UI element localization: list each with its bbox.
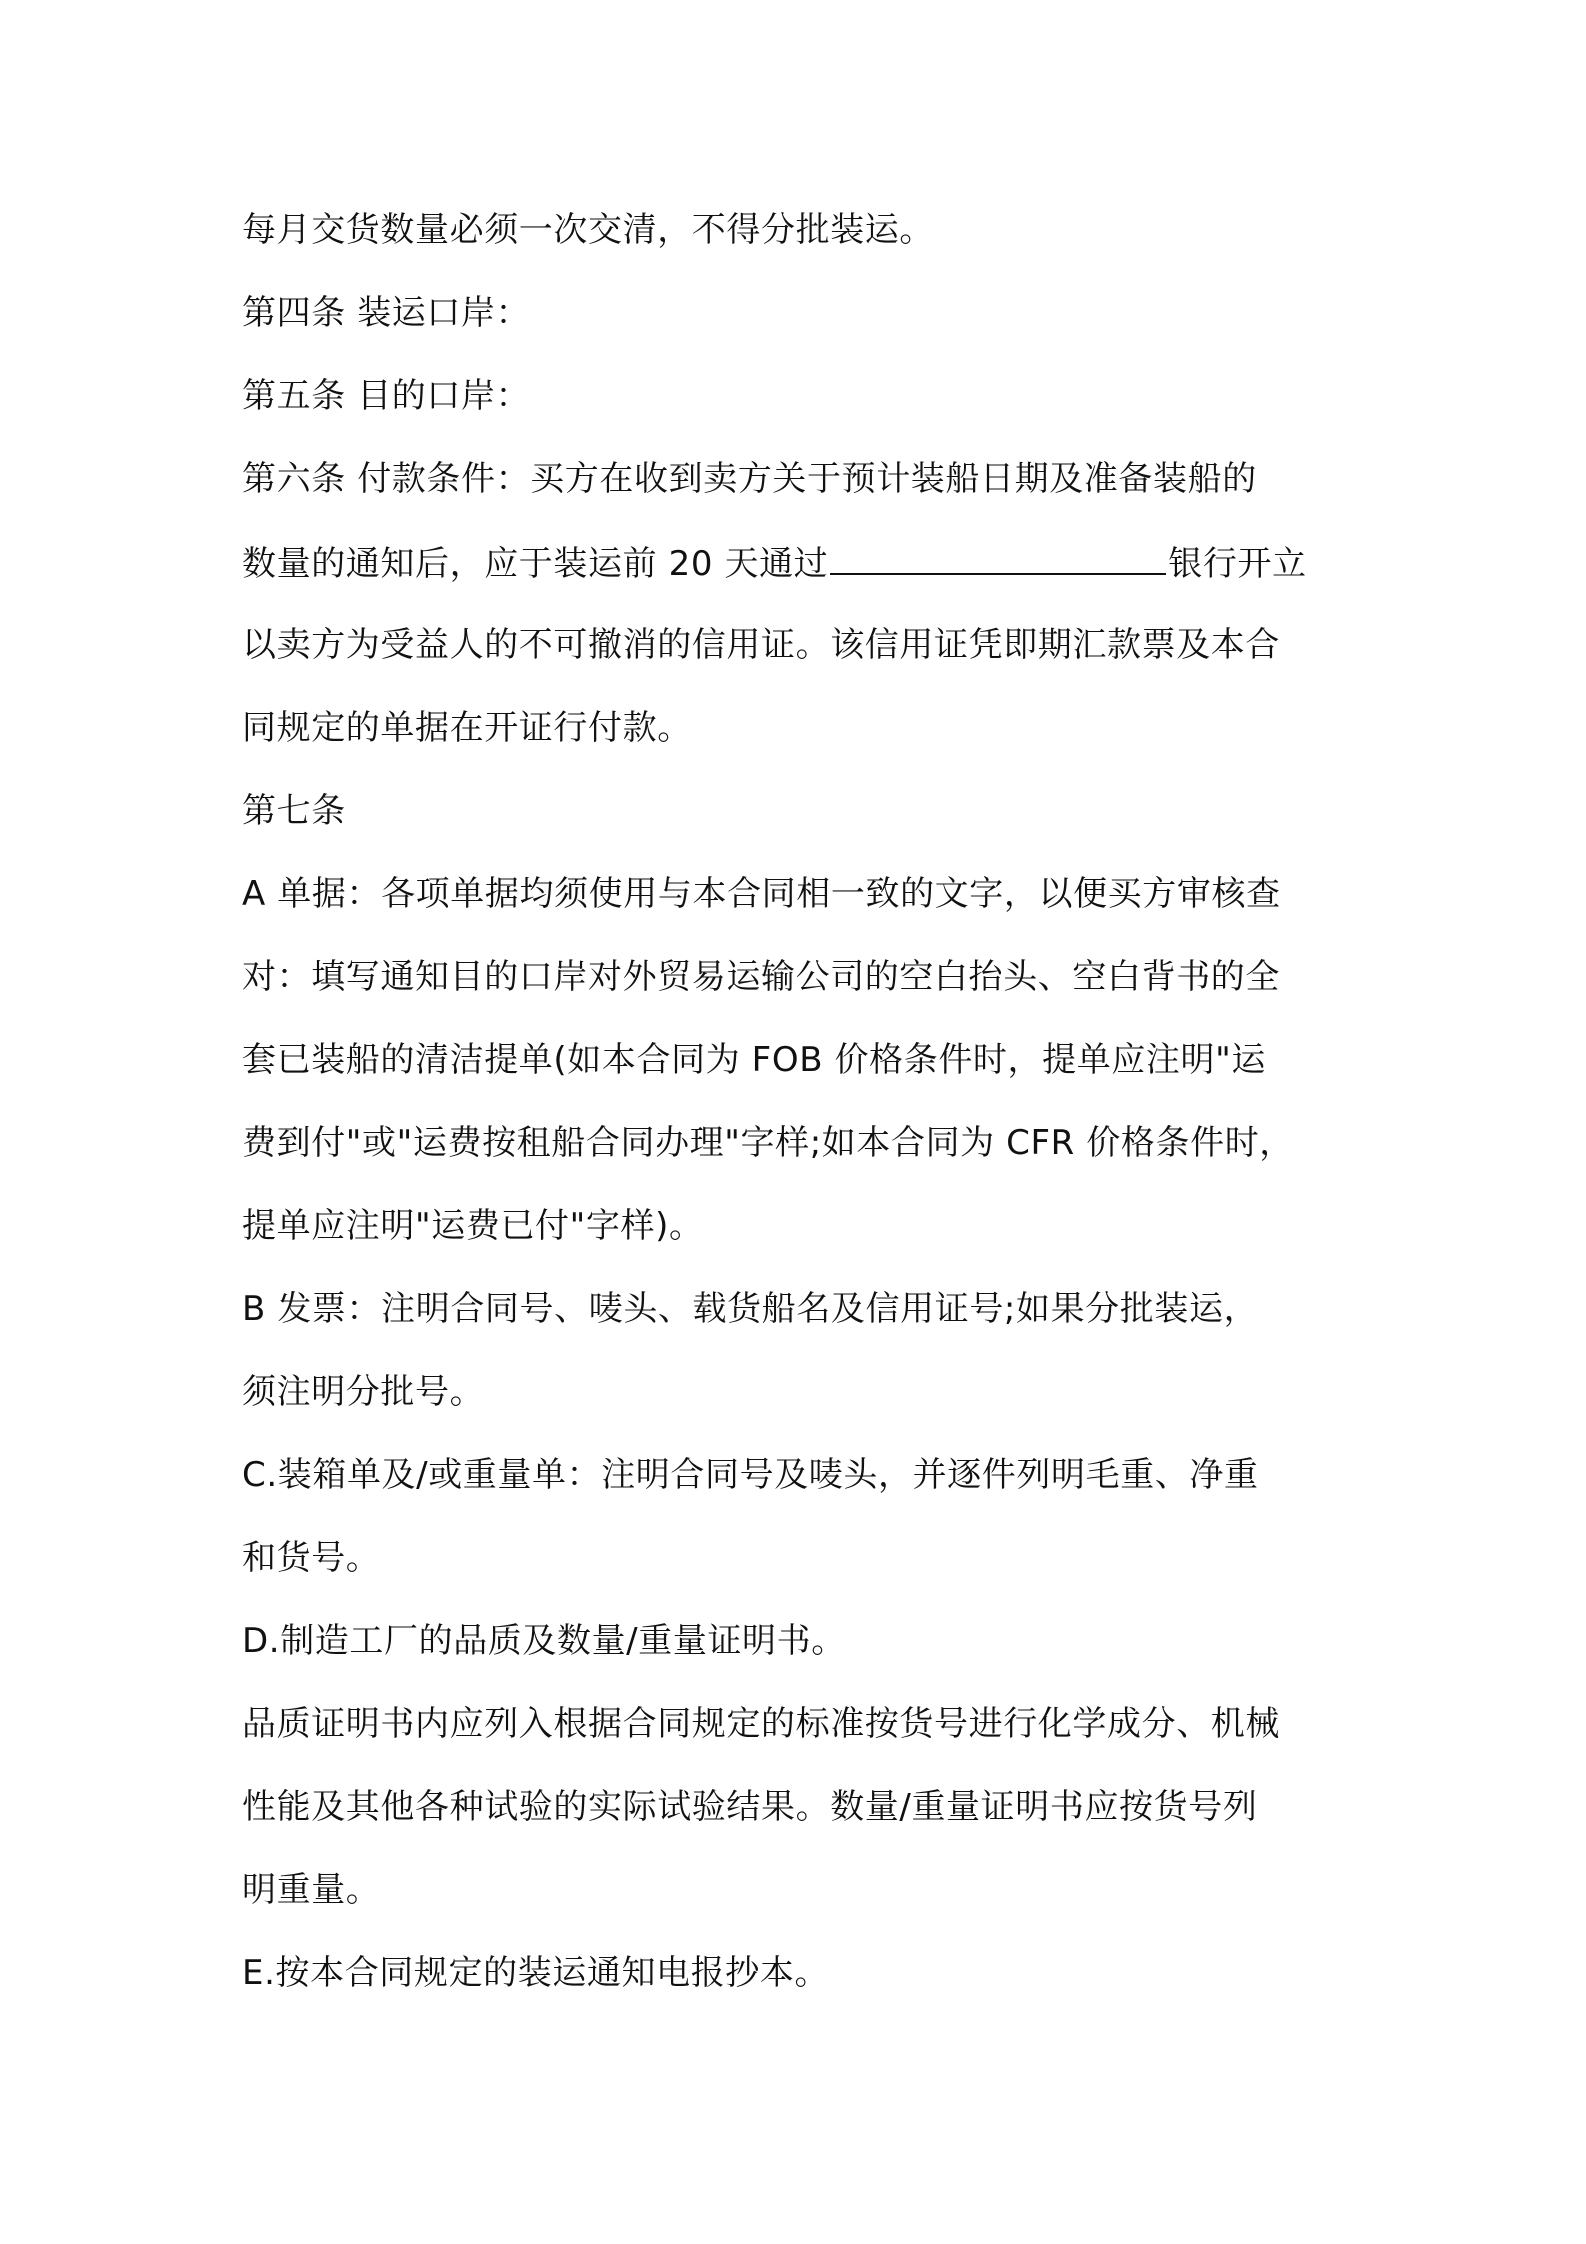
text-segment: 银行开立	[1168, 544, 1307, 584]
text-line: 须注明分批号。	[242, 1372, 485, 1412]
text-line: 以卖方为受益人的不可撤消的信用证。该信用证凭即期汇款票及本合	[242, 625, 1280, 665]
text-line: 和货号。	[242, 1538, 381, 1578]
text-line: 明重量。	[242, 1870, 381, 1910]
article-4-heading: 第四条 装运口岸：	[242, 293, 531, 333]
text-line-with-blank	[242, 539, 1362, 587]
text-line: 同规定的单据在开证行付款。	[242, 708, 692, 748]
item-e-line: E.按本合同规定的装运通知电报抄本。	[242, 1953, 830, 1993]
text-segment: 数量的通知后，应于装运前 20 天通过	[242, 544, 829, 584]
text-line: 品质证明书内应列入根据合同规定的标准按货号进行化学成分、机械	[242, 1704, 1280, 1744]
article-6-heading: 第六条 付款条件：买方在收到卖方关于预计装船日期及准备装船的	[242, 459, 1257, 499]
text-line: 每月交货数量必须一次交清，不得分批装运。	[242, 210, 934, 250]
item-a-line: A 单据：各项单据均须使用与本合同相一致的文字，以便买方审核查	[242, 874, 1281, 914]
text-line: 费到付"或"运费按租船合同办理"字样;如本合同为 CFR 价格条件时，	[242, 1123, 1294, 1163]
item-c-line: C.装箱单及/或重量单：注明合同号及唛头，并逐件列明毛重、净重	[242, 1455, 1259, 1495]
item-d-line: D.制造工厂的品质及数量/重量证明书。	[242, 1621, 846, 1661]
article-5-heading: 第五条 目的口岸：	[242, 376, 531, 416]
text-line: 提单应注明"运费已付"字样)。	[242, 1206, 704, 1246]
text-line: 对：填写通知目的口岸对外贸易运输公司的空白抬头、空白背书的全	[242, 957, 1280, 997]
bank-name-blank	[830, 539, 1166, 575]
text-line: 套已装船的清洁提单(如本合同为 FOB 价格条件时，提单应注明"运	[242, 1040, 1266, 1080]
article-7-heading: 第七条	[242, 791, 346, 831]
text-line: 性能及其他各种试验的实际试验结果。数量/重量证明书应按货号列	[242, 1787, 1258, 1827]
item-b-line: B 发票：注明合同号、唛头、载货船名及信用证号;如果分批装运，	[242, 1289, 1259, 1329]
